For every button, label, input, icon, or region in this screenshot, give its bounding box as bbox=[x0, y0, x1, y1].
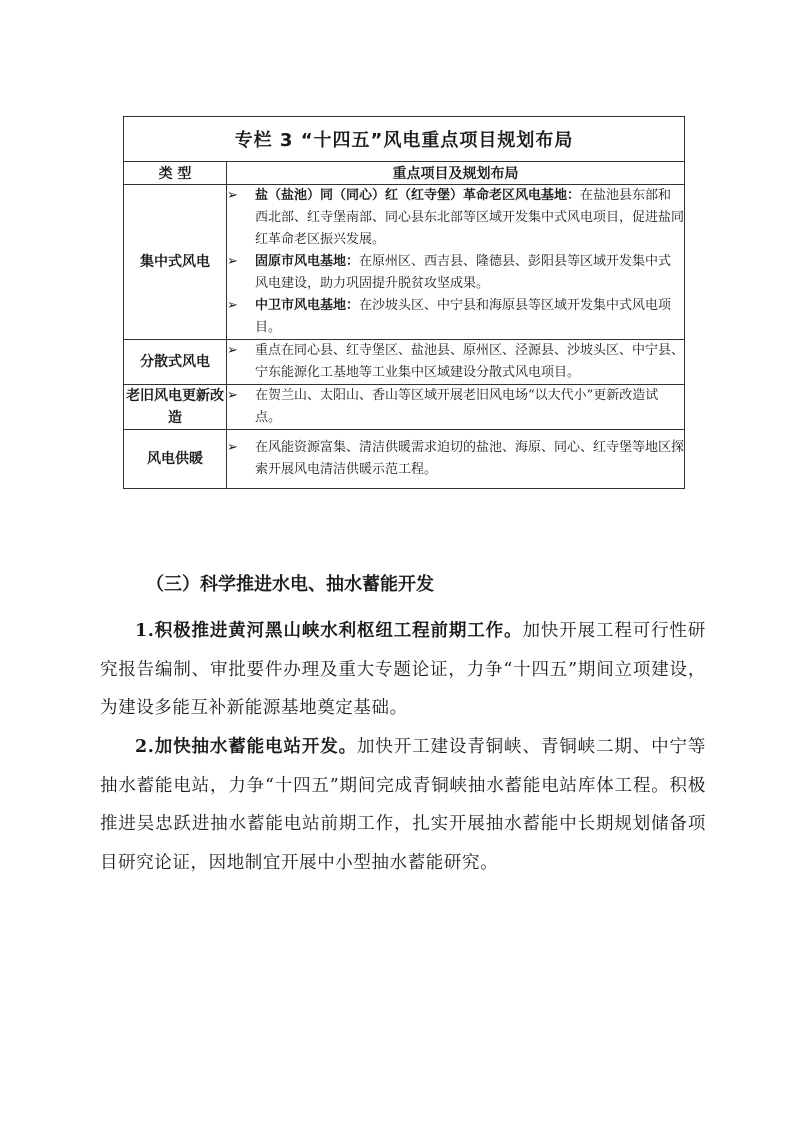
item-text: 在盐池县东部和西北部、红寺堡南部、同心县东北部等区域开发集中式风电项目，促进盐同红革命老区振兴发展。 bbox=[255, 188, 685, 247]
arrow-bullet-icon: ➢ bbox=[227, 388, 238, 403]
item-heading: 盐（盐池）同（同心）红（红寺堡）革命老区风电基地： bbox=[255, 188, 581, 203]
paragraph bbox=[100, 728, 706, 882]
list-item bbox=[227, 251, 684, 295]
list-item bbox=[227, 437, 684, 481]
row-content bbox=[227, 385, 685, 430]
paragraph-text: 加快开展工程可行性研究报告编制、审批要件办理及重大专题论证，力争“十四五”期间立项建设，为建设多能互补新能源基地奠定基础。 bbox=[100, 621, 707, 718]
item-text: 在原州区、西吉县、隆德县、彭阳县等区域开发集中式风电建设，助力巩固提升脱贫攻坚成果。 bbox=[255, 254, 672, 291]
paragraph bbox=[100, 612, 706, 728]
section-heading: （三）科学推进水电、抽水蓄能开发 bbox=[146, 574, 434, 595]
item-heading: 固原市风电基地： bbox=[255, 254, 360, 269]
item-text: 在沙坡头区、中宁县和海原县等区域开发集中式风电项目。 bbox=[255, 298, 672, 335]
row-type: 老旧风电更新改造 bbox=[124, 385, 227, 430]
header-content: 重点项目及规划布局 bbox=[227, 162, 685, 185]
list-item bbox=[227, 385, 684, 429]
row-content bbox=[227, 430, 685, 489]
table-row bbox=[124, 430, 685, 489]
arrow-bullet-icon: ➢ bbox=[227, 343, 238, 358]
table-title: 专栏 3 “十四五”风电重点项目规划布局 bbox=[124, 117, 685, 162]
table-row bbox=[124, 185, 685, 340]
arrow-bullet-icon: ➢ bbox=[227, 298, 238, 313]
item-text: 重点在同心县、红寺堡区、盐池县、原州区、泾源县、沙坡头区、中宁县、宁东能源化工基地等工业集中区域建设分散式风电项目。 bbox=[255, 343, 685, 380]
arrow-bullet-icon: ➢ bbox=[227, 188, 238, 203]
planning-table bbox=[123, 116, 685, 489]
row-type: 分散式风电 bbox=[124, 340, 227, 385]
arrow-bullet-icon: ➢ bbox=[227, 440, 238, 455]
row-type: 集中式风电 bbox=[124, 185, 227, 340]
list-item bbox=[227, 185, 684, 251]
table-row bbox=[124, 340, 685, 385]
row-type: 风电供暖 bbox=[124, 430, 227, 489]
item-text: 在风能资源富集、清洁供暖需求迫切的盐池、海原、同心、红寺堡等地区探索开展风电清洁供暖示范工程。 bbox=[255, 440, 685, 477]
paragraph-lead: 1.积极推进黄河黑山峡水利枢纽工程前期工作。 bbox=[135, 621, 523, 641]
header-type: 类 型 bbox=[124, 162, 227, 185]
table-row bbox=[124, 385, 685, 430]
paragraph-lead: 2.加快抽水蓄能电站开发。 bbox=[135, 737, 357, 757]
row-content bbox=[227, 185, 685, 340]
arrow-bullet-icon: ➢ bbox=[227, 254, 238, 269]
list-item bbox=[227, 295, 684, 339]
paragraph-text: 加快开工建设青铜峡、青铜峡二期、中宁等抽水蓄能电站，力争“十四五”期间完成青铜峡抽水蓄能电站库体工程。积极推进吴忠跃进抽水蓄能电站前期工作，扎实开展抽水蓄能中长期规划储备项目研究论证，因地制宜开展中小型抽水蓄能研究。 bbox=[100, 737, 706, 873]
item-heading: 中卫市风电基地： bbox=[255, 298, 360, 313]
list-item bbox=[227, 340, 684, 384]
table-header-row bbox=[124, 162, 685, 185]
item-text: 在贺兰山、太阳山、香山等区域开展老旧风电场“以大代小”更新改造试点。 bbox=[255, 388, 659, 425]
row-content bbox=[227, 340, 685, 385]
